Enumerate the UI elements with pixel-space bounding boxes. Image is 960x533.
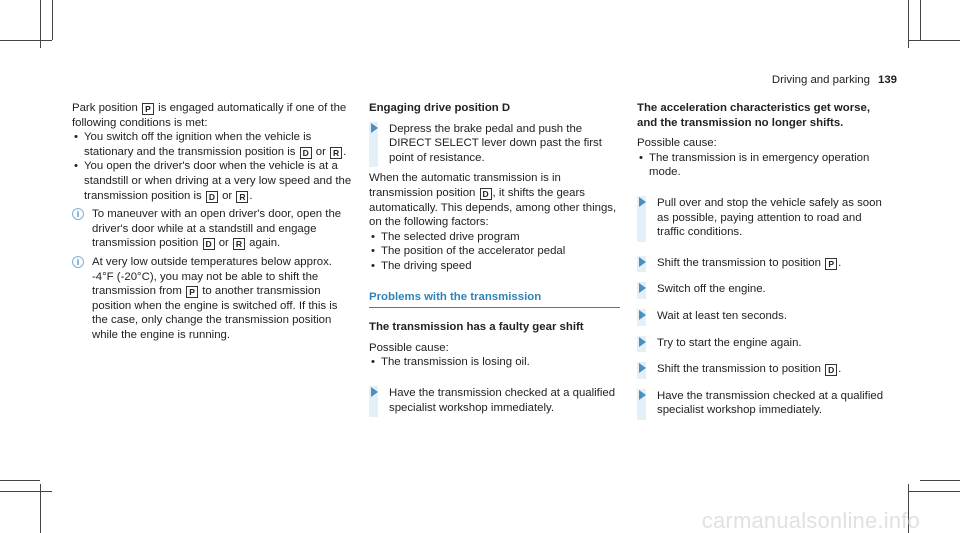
bullet-item: • The transmission is in emergency operation mode. xyxy=(637,151,887,180)
crop-mark xyxy=(0,480,40,481)
instruction-step: Shift the transmission to position D . xyxy=(637,362,887,377)
crop-mark xyxy=(0,491,52,492)
instruction-step: Wait at least ten seconds. xyxy=(637,309,887,324)
instruction-step: Switch off the engine. xyxy=(637,282,887,297)
instruction-step: Shift the transmission to position P . xyxy=(637,256,887,271)
arrow-icon xyxy=(639,337,646,347)
arrow-icon xyxy=(371,387,378,397)
crop-mark xyxy=(908,491,960,492)
heading: Engaging drive position D xyxy=(369,102,511,114)
sub-heading: The transmission has a faulty gear shift xyxy=(369,321,584,334)
crop-mark xyxy=(0,40,52,41)
park-symbol: P xyxy=(142,103,154,115)
crop-mark xyxy=(920,0,921,40)
heading: The acceleration characteristics get worse, and the transmission no longer shifts. xyxy=(637,102,870,129)
column-middle xyxy=(369,101,620,415)
park-symbol: P xyxy=(825,258,837,270)
bullet-item: • The selected drive program xyxy=(369,230,620,245)
crop-mark xyxy=(52,0,53,40)
drive-symbol: D xyxy=(203,238,215,250)
instruction-step: Try to start the engine again. xyxy=(637,336,887,351)
arrow-icon xyxy=(639,197,646,207)
cause-label: Possible cause: xyxy=(369,341,449,354)
bullet-item: • You switch off the ignition when the vehicle is stationary and the transmission position is D or R . xyxy=(72,130,354,159)
page-number: 139 xyxy=(877,74,897,86)
instruction-step: Depress the brake pedal and push the DIRECT SELECT lever down past the first point of resistance. xyxy=(369,122,620,166)
arrow-icon xyxy=(371,123,378,133)
drive-symbol: D xyxy=(480,188,492,200)
crop-mark xyxy=(920,480,960,481)
reverse-symbol: R xyxy=(233,238,245,250)
arrow-icon xyxy=(639,283,646,293)
intro-paragraph: Park position P is engaged automatically if one of the following conditions is met: xyxy=(72,102,347,129)
column-left xyxy=(72,101,354,343)
crop-mark xyxy=(908,40,960,41)
column-right xyxy=(637,101,887,418)
paragraph: When the automatic transmission is in transmission position D , it shifts the gears automatically. This depends, among other things, on the following factors: xyxy=(369,172,617,229)
cause-label: Possible cause: xyxy=(637,137,717,150)
arrow-icon xyxy=(639,310,646,320)
note: i To maneuver with an open driver's door, open the driver's door while at a standstill and engage transmission position D or R again. xyxy=(72,207,354,251)
instruction-step: Pull over and stop the vehicle safely as soon as possible, paying attention to road and traffic conditions. xyxy=(637,196,887,240)
drive-symbol: D xyxy=(206,191,218,203)
bullet-item: • The position of the accelerator pedal xyxy=(369,244,620,259)
watermark: carmanualsonline.info xyxy=(701,508,920,533)
park-symbol: P xyxy=(186,286,198,298)
instruction-step: Have the transmission checked at a qualified specialist workshop immediately. xyxy=(369,386,620,415)
section-heading: Problems with the transmission xyxy=(369,290,620,309)
info-icon: i xyxy=(72,256,84,268)
arrow-icon xyxy=(639,257,646,267)
bullet-item: • The driving speed xyxy=(369,259,620,274)
drive-symbol: D xyxy=(825,364,837,376)
reverse-symbol: R xyxy=(330,147,342,159)
section-title: Driving and parking xyxy=(771,74,870,86)
info-icon: i xyxy=(72,208,84,220)
bullet-item: • You open the driver's door when the vehicle is at a standstill or when driving at a very low speed and the transmission position is D or R . xyxy=(72,159,354,203)
page-header xyxy=(772,73,897,88)
arrow-icon xyxy=(639,363,646,373)
note: i At very low outside temperatures below approx. -4°F (-20°C), you may not be able to shift the transmission from P to another transmission position when the engine is switched off. If this is the case, only change the transmission position while the engine is running. xyxy=(72,255,354,343)
drive-symbol: D xyxy=(300,147,312,159)
bullet-item: • The transmission is losing oil. xyxy=(369,355,620,370)
reverse-symbol: R xyxy=(236,191,248,203)
instruction-step: Have the transmission checked at a qualified specialist workshop immediately. xyxy=(637,389,887,418)
arrow-icon xyxy=(639,390,646,400)
